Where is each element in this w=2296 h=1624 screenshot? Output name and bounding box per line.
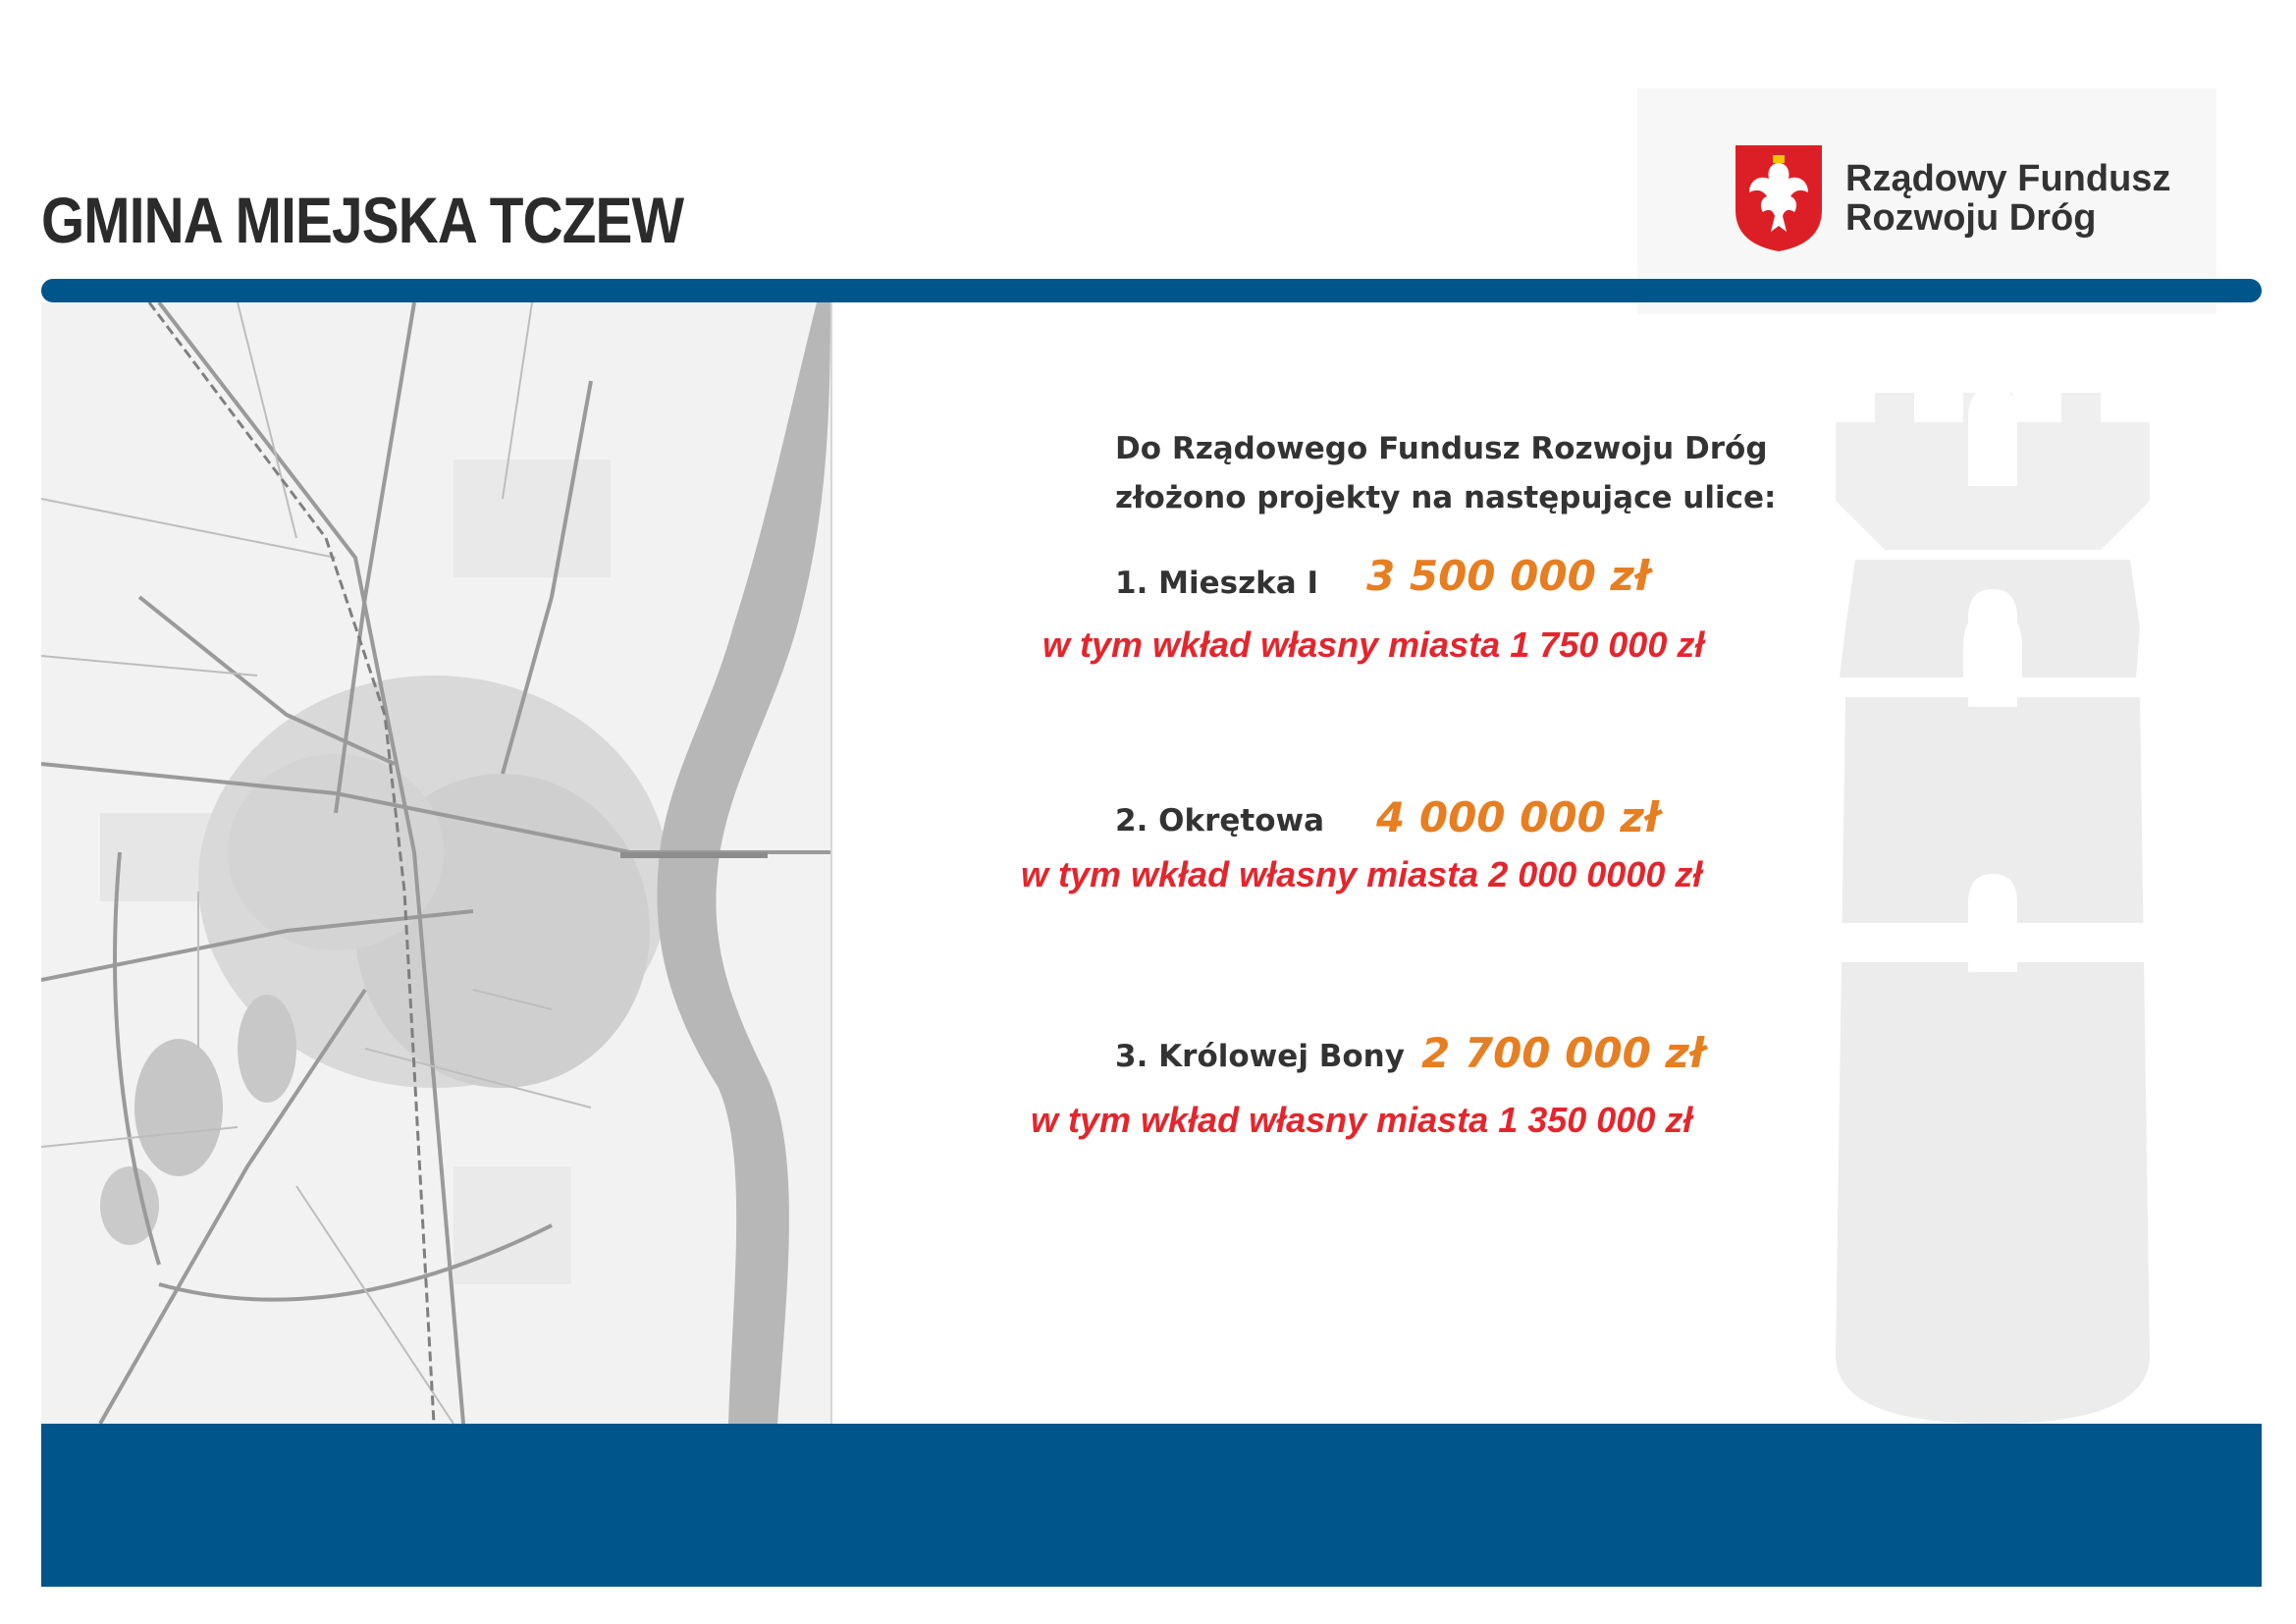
header-divider-bar <box>41 279 2262 302</box>
project-3-name: 3. Królowej Bony <box>1115 1039 1405 1074</box>
logo-line-2: Rozwoju Dróg <box>1845 197 2097 239</box>
castle-tower-watermark-icon <box>1816 373 2169 1424</box>
footer-bar <box>41 1424 2262 1587</box>
project-2-contribution: w tym wkład własny miasta 2 000 0000 zł <box>1021 854 1703 894</box>
logo-line-1: Rządowy Fundusz <box>1845 158 2171 199</box>
city-map-image <box>41 302 832 1424</box>
polish-eagle-emblem-icon <box>1732 141 1826 254</box>
project-2-amount: 4 000 000 zł <box>1376 793 1660 841</box>
project-3-contribution: w tym wkład własny miasta 1 350 000 zł <box>1031 1100 1693 1140</box>
page-title: GMINA MIEJSKA TCZEW <box>41 184 684 256</box>
intro-text <box>1115 424 1776 522</box>
project-1-amount: 3 500 000 zł <box>1366 552 1650 600</box>
project-3-amount: 2 700 000 zł <box>1421 1029 1705 1077</box>
project-1-name: 1. Mieszka I <box>1115 566 1318 601</box>
intro-line-1: Do Rządowego Fundusz Rozwoju Dróg <box>1115 431 1768 466</box>
project-2-name: 2. Okrętowa <box>1115 803 1325 839</box>
intro-line-2: złożono projekty na następujące ulice: <box>1115 480 1777 515</box>
project-1-contribution: w tym wkład własny miasta 1 750 000 zł <box>1042 624 1705 665</box>
